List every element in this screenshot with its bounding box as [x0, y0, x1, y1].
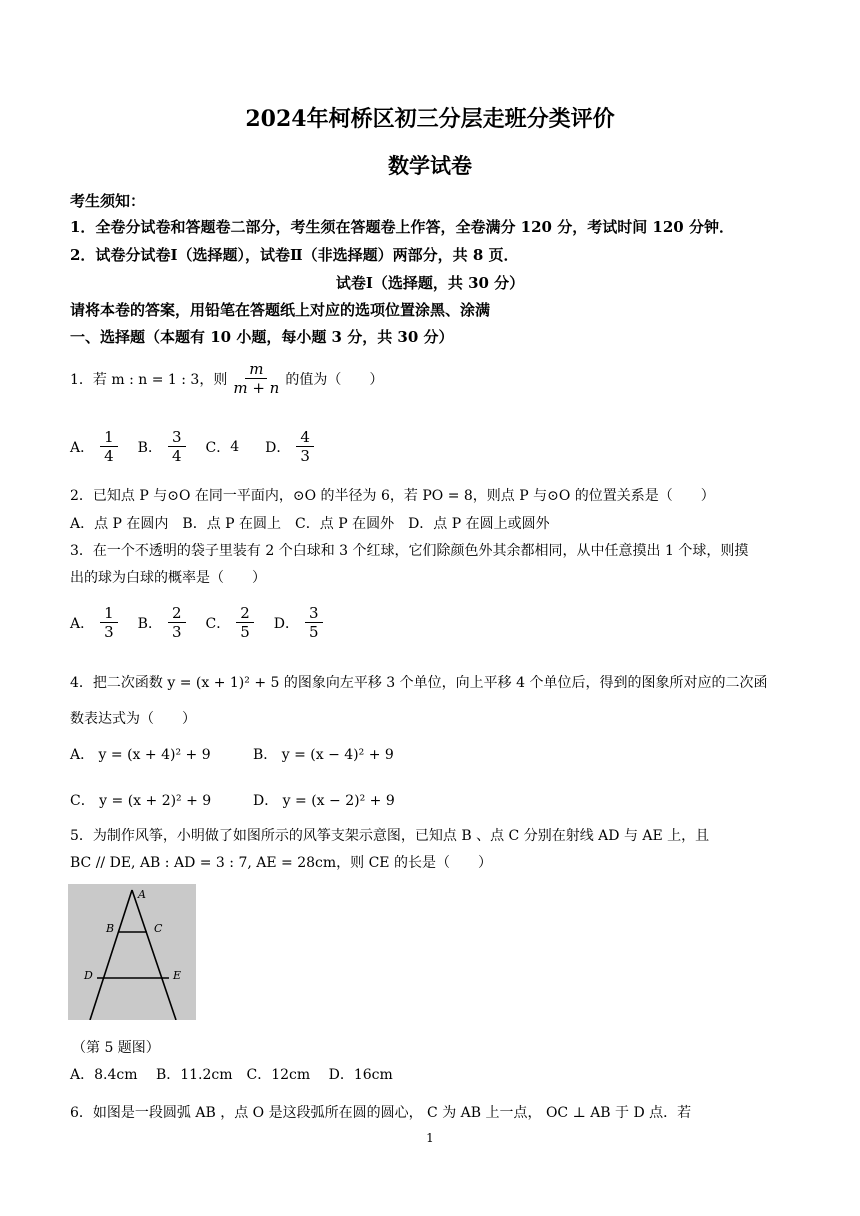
q1-fraction-num: m [245, 360, 267, 379]
q1-option-a [70, 428, 124, 465]
q3-option-d-den: 5 [309, 623, 319, 641]
q3-option-b-num: 2 [168, 604, 186, 623]
question-4-line-2: 数表达式为（ ） [70, 711, 196, 727]
q3-option-c-den: 5 [240, 623, 250, 641]
question-2: 2．已知点 P 与⊙O 在同一平面内，⊙O 的半径为 6，若 PO = 8，则点 P 与⊙O 的位置关系是（ ） [70, 488, 715, 504]
q1-option-b-label: B． [137, 439, 162, 456]
question-1 [70, 360, 383, 397]
q3-option-c-label: C． [205, 615, 231, 632]
ray-ad [90, 890, 132, 1020]
q3-option-a-label: A． [70, 615, 95, 632]
q1-stem-b: 的值为（ ） [285, 371, 384, 388]
ray-ae [132, 890, 176, 1020]
question-5-line-1: 5．为制作风筝，小明做了如图所示的风筝支架示意图，已知点 B 、点 C 分别在射线 AD 与 AE 上，且 [70, 828, 710, 844]
q1-option-d-label: D． [265, 439, 291, 456]
notice-line-1: 1．全卷分试卷和答题卷二部分，考生须在答题卷上作答，全卷满分 120 分，考试时间 120 分钟． [70, 218, 734, 236]
part-one-title: 一、选择题（本题有 10 小题，每小题 3 分，共 30 分） [70, 328, 454, 346]
q3-option-c-num: 2 [236, 604, 254, 623]
point-c-label: C [154, 922, 163, 935]
q3-option-a [70, 604, 124, 641]
answer-instruction: 请将本卷的答案，用铅笔在答题纸上对应的选项位置涂黑、涂满 [70, 301, 491, 319]
q1-option-c-text: 4 [230, 438, 240, 455]
q3-option-d-num: 3 [305, 604, 323, 623]
q1-option-a-den: 4 [104, 447, 114, 465]
point-b-label: B [106, 922, 115, 935]
q1-option-b-num: 3 [168, 428, 186, 447]
q4-option-c: C． y = (x + 2)² + 9 [70, 793, 212, 809]
q2-options: A．点 P 在圆内 B．点 P 在圆上 C．点 P 在圆外 D．点 P 在圆上或圆外 [70, 516, 550, 532]
notice-heading: 考生须知： [70, 192, 146, 210]
q3-option-d [274, 604, 329, 641]
point-d-label: D [84, 969, 93, 982]
q3-option-a-num: 1 [100, 604, 118, 623]
q1-option-a-num: 1 [100, 428, 118, 447]
q4-option-b: B． y = (x − 4)² + 9 [253, 747, 394, 763]
exam-title: 2024年柯桥区初三分层走班分类评价 [245, 106, 615, 132]
q4-option-d: D． y = (x − 2)² + 9 [253, 793, 395, 809]
q1-fraction-den: m + n [233, 379, 280, 397]
q3-option-a-den: 3 [104, 623, 114, 641]
q1-options [70, 428, 320, 465]
q1-option-b-den: 4 [171, 447, 182, 465]
q1-option-c-label: C． [205, 439, 231, 456]
paper-one-title: 试卷Ⅰ（选择题，共 30 分） [335, 274, 525, 292]
point-a-label: A [138, 888, 146, 901]
q3-option-b-label: B． [137, 615, 162, 632]
q3-option-d-label: D． [273, 615, 300, 632]
notice-line-2: 2．试卷分试卷Ⅰ（选择题），试卷Ⅱ（非选择题）两部分，共 8 页． [70, 246, 519, 264]
q1-option-b [138, 428, 192, 465]
page-number: 1 [426, 1131, 434, 1145]
question-5-line-2: BC // DE, AB : AD = 3 : 7, AE = 28cm，则 CE 的长是（ ） [70, 855, 492, 871]
question-3-line-2: 出的球为白球的概率是（ ） [70, 570, 266, 586]
figure-5-caption: （第 5 题图） [72, 1040, 160, 1056]
q1-option-d [265, 428, 320, 465]
q3-option-b [138, 604, 192, 641]
q1-option-c [206, 437, 240, 457]
kite-frame-diagram [68, 884, 196, 1020]
q4-option-a: A． y = (x + 4)² + 9 [70, 747, 211, 763]
question-3-line-1: 3．在一个不透明的袋子里装有 2 个白球和 3 个红球，它们除颜色外其余都相同，从中任意摸出 1 个球，则摸 [70, 543, 749, 559]
q1-option-d-num: 4 [296, 428, 314, 447]
q5-options: A．8.4cm B．11.2cm C．12cm D．16cm [70, 1067, 393, 1083]
q3-option-c [206, 604, 260, 641]
q1-stem-a: 1．若 m : n = 1 : 3，则 [70, 371, 228, 388]
question-4-line-1: 4．把二次函数 y = (x + 1)² + 5 的图象向左平移 3 个单位，向上平移 4 个单位后，得到的图象所对应的二次函 [70, 675, 768, 691]
q3-options [70, 604, 329, 641]
point-e-label: E [173, 969, 182, 982]
q3-option-b-den: 3 [171, 623, 182, 641]
question-6: 6．如图是一段圆弧 AB ，点 O 是这段弧所在圆的圆心， C 为 AB 上一点， OC ⊥ AB 于 D 点．若 [70, 1105, 692, 1121]
q1-option-a-label: A． [70, 439, 95, 456]
q1-fraction [233, 360, 279, 397]
kite-frame-figure [68, 884, 196, 1020]
q1-option-d-den: 3 [300, 447, 310, 465]
exam-subtitle: 数学试卷 [388, 153, 472, 178]
